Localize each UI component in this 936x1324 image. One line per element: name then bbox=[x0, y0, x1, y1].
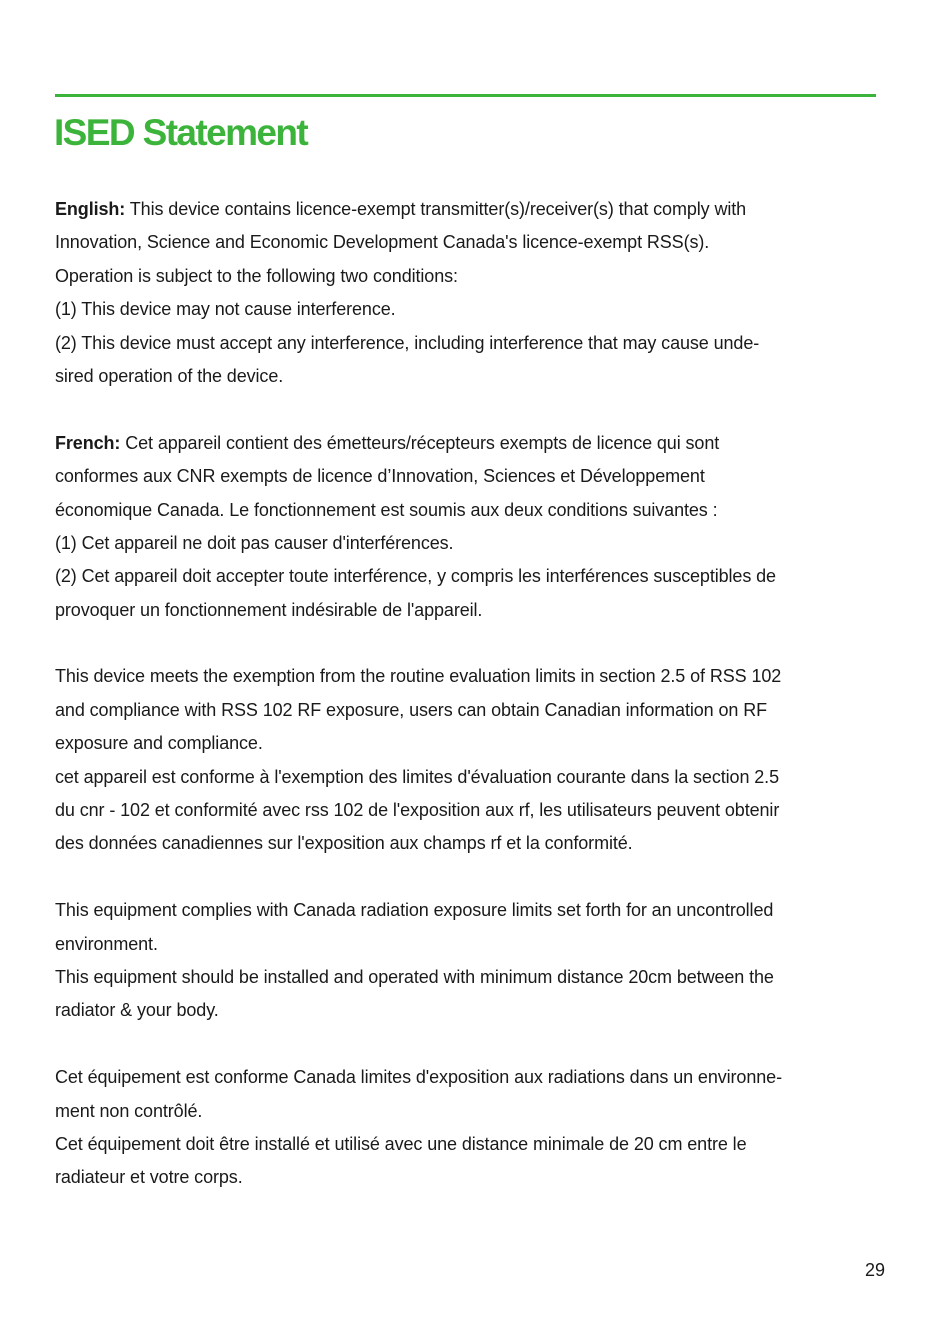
paragraph-radiation-english bbox=[55, 894, 885, 1028]
page-number: 29 bbox=[864, 1260, 885, 1280]
paragraph-gap bbox=[55, 1028, 885, 1061]
text-line: radiateur et votre corps. bbox=[55, 1167, 243, 1188]
paragraph-gap bbox=[55, 627, 885, 660]
header-divider bbox=[55, 94, 876, 97]
text-line: Cet équipement est conforme Canada limites d'exposition aux radiations dans un environne- bbox=[55, 1067, 782, 1088]
text-line: provoquer un fonctionnement indésirable de l'appareil. bbox=[55, 599, 483, 620]
paragraph-gap bbox=[55, 393, 885, 426]
english-label: English: bbox=[55, 199, 126, 219]
text-line: and compliance with RSS 102 RF exposure, users can obtain Canadian information on RF bbox=[55, 699, 767, 720]
text-line: English: This device contains licence-exempt transmitter(s)/receiver(s) that comply with bbox=[55, 199, 747, 219]
text-line: This equipment complies with Canada radiation exposure limits set forth for an uncontrolled bbox=[55, 900, 774, 921]
paragraph-english bbox=[55, 193, 885, 393]
text-line: This device meets the exemption from the routine evaluation limits in section 2.5 of RSS 102 bbox=[55, 666, 782, 687]
text-line: des données canadiennes sur l'exposition aux champs rf et la conformité. bbox=[55, 833, 633, 854]
text-line: du cnr - 102 et conformité avec rss 102 de l'exposition aux rf, les utilisateurs peuvent obtenir bbox=[55, 800, 780, 821]
text-line: cet appareil est conforme à l'exemption des limites d'évaluation courante dans la section 2.5 bbox=[55, 766, 779, 787]
text-line: ment non contrôlé. bbox=[55, 1100, 203, 1121]
text-line: Operation is subject to the following two conditions: bbox=[55, 265, 458, 286]
paragraph-gap bbox=[55, 861, 885, 894]
text-line: (2) This device must accept any interference, including interference that may cause unde- bbox=[55, 332, 760, 353]
page-title: ISED Statement bbox=[54, 112, 308, 153]
document-body bbox=[55, 193, 885, 1195]
text-line: exposure and compliance. bbox=[55, 733, 263, 754]
text-line: This equipment should be installed and operated with minimum distance 20cm between the bbox=[55, 966, 774, 987]
text-line: conformes aux CNR exempts de licence d’Innovation, Sciences et Développement bbox=[55, 466, 705, 487]
text-line: (1) This device may not cause interference. bbox=[55, 299, 396, 320]
text-line: (1) Cet appareil ne doit pas causer d'interférences. bbox=[55, 532, 454, 553]
text-line: (2) Cet appareil doit accepter toute interférence, y compris les interférences susceptibles de bbox=[55, 566, 776, 587]
text-line: environment. bbox=[55, 933, 158, 954]
paragraph-rss-exemption bbox=[55, 660, 885, 860]
text-line: économique Canada. Le fonctionnement est soumis aux deux conditions suivantes : bbox=[55, 499, 718, 520]
french-label: French: bbox=[55, 432, 121, 453]
paragraph-radiation-french bbox=[55, 1061, 885, 1195]
text-line: French: Cet appareil contient des émetteurs/récepteurs exempts de licence qui sont bbox=[55, 432, 720, 453]
text-line: Innovation, Science and Economic Development Canada's licence-exempt RSS(s). bbox=[55, 232, 710, 253]
paragraph-french bbox=[55, 427, 885, 627]
text-line: Cet équipement doit être installé et utilisé avec une distance minimale de 20 cm entre le bbox=[55, 1133, 747, 1154]
text-line: radiator & your body. bbox=[55, 1000, 219, 1021]
text-line: sired operation of the device. bbox=[55, 365, 284, 386]
